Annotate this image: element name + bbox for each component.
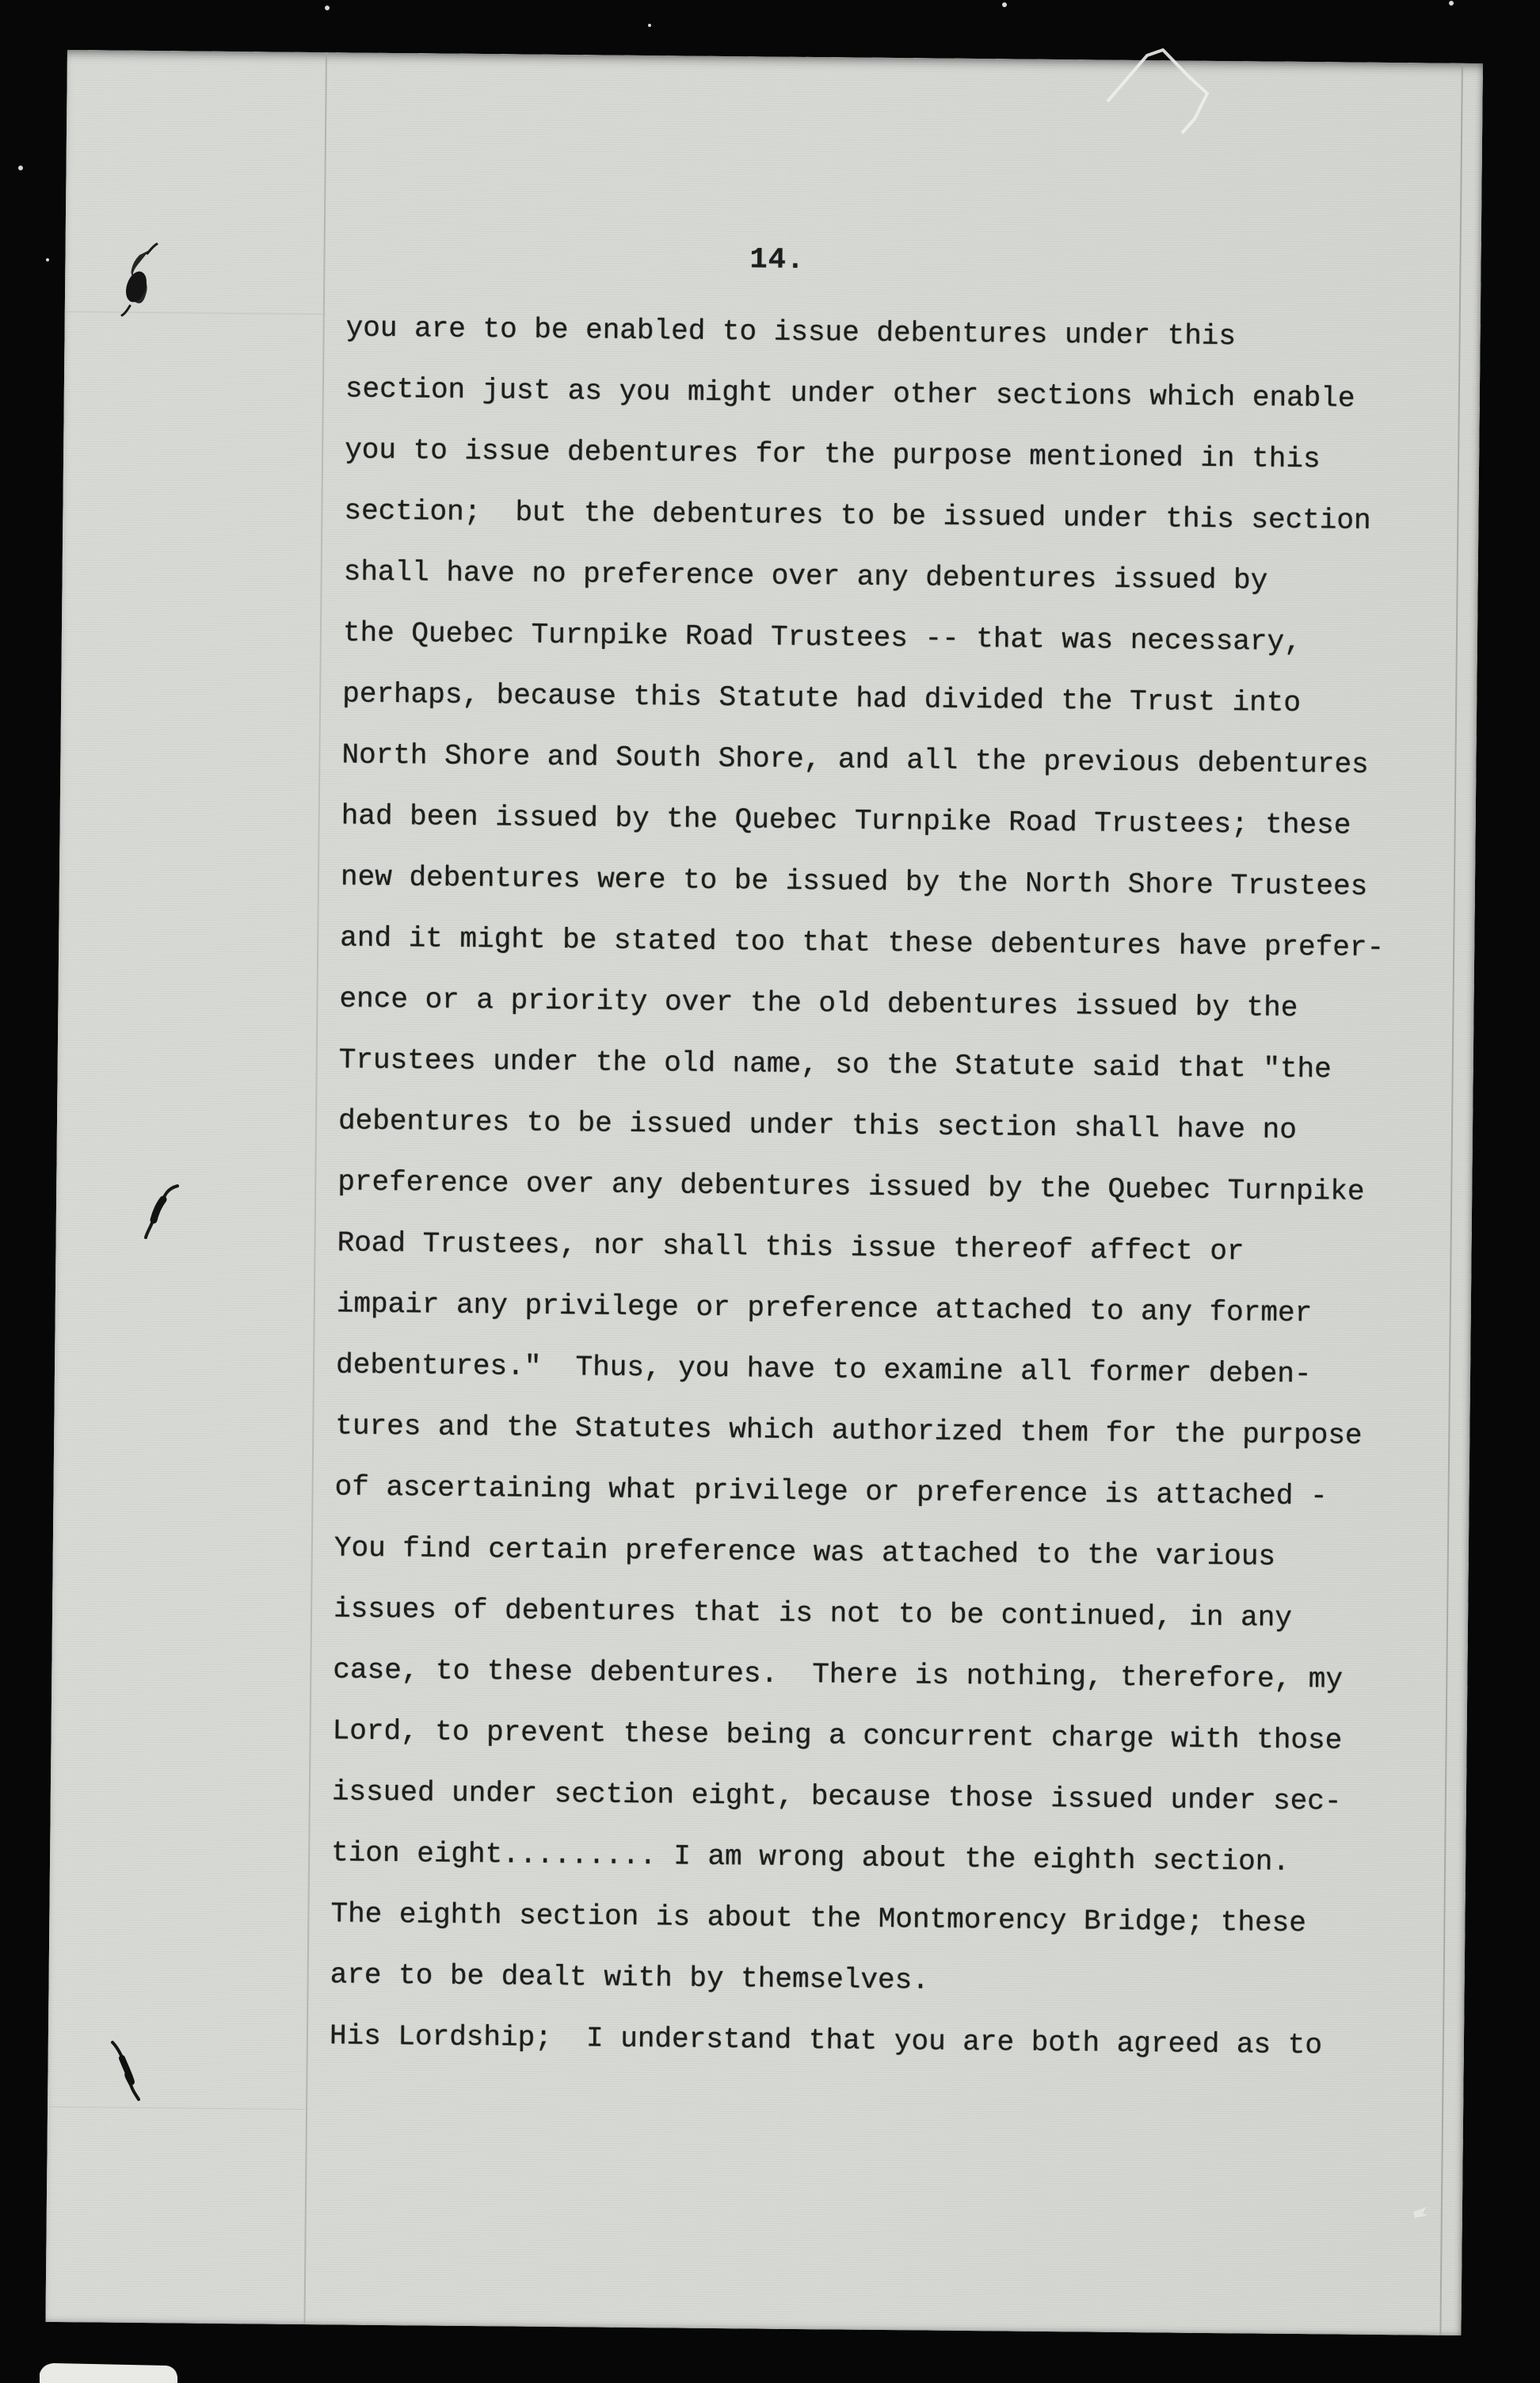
text-line: Lord, to prevent these being a concurrent charge with those	[332, 1714, 1343, 1757]
text-line: had been issued by the Quebec Turnpike Road Trustees; these	[341, 799, 1351, 842]
faint-scan-rule	[48, 2107, 309, 2110]
text-line: section; but the debentures to be issued under this section	[344, 494, 1371, 537]
text-line: tion eight......... I am wrong about the eighth section.	[330, 1836, 1290, 1878]
text-line: case, to these debentures. There is nothing, therefore, my	[333, 1653, 1344, 1696]
text-line: section just as you might under other sections which enable	[345, 372, 1355, 415]
text-line: of ascertaining what privilege or preference is attached -	[334, 1470, 1328, 1513]
text-line: Trustees under the old name, so the Statute said that "the	[338, 1043, 1332, 1086]
text-line: debentures to be issued under this section shall have no	[337, 1104, 1297, 1146]
text-line: you to issue debentures for the purpose mentioned in this	[344, 433, 1321, 476]
text-line: You find certain preference was attached to the various	[334, 1531, 1276, 1573]
text-line: you are to be enabled to issue debentures under this	[345, 311, 1237, 353]
page-text	[330, 297, 1433, 2076]
paper-crease-line	[303, 52, 327, 2324]
text-line: ence or a priority over the old debentures issued by the	[339, 982, 1298, 1024]
paper-edge-line	[1439, 63, 1463, 2335]
text-line: His Lordship; I understand that you are both agreed as to	[329, 2019, 1323, 2062]
text-line: the Quebec Turnpike Road Trustees -- that was necessary,	[342, 616, 1302, 658]
document-page	[45, 50, 1482, 2335]
text-line: and it might be stated too that these debentures have prefer-	[340, 921, 1385, 965]
page-number: 14.	[749, 243, 806, 277]
text-line: impair any privilege or preference attached to any former	[336, 1287, 1313, 1330]
text-line: new debentures were to be issued by the North Shore Trustees	[340, 860, 1368, 903]
text-line: debentures." Thus, you have to examine all former deben-	[335, 1348, 1312, 1391]
text-line: issued under section eight, because those issued under sec-	[331, 1775, 1342, 1818]
text-line: North Shore and South Shore, and all the previous debentures	[341, 738, 1369, 781]
text-line: perhaps, because this Statute had divided the Trust into	[342, 677, 1302, 719]
text-line: preference over any debentures issued by the Quebec Turnpike	[337, 1165, 1365, 1208]
faint-scan-rule	[65, 311, 326, 315]
text-line: shall have no preference over any debentures issued by	[343, 555, 1268, 597]
text-line: The eighth section is about the Montmorency Bridge; these	[330, 1897, 1306, 1940]
text-line: are to be dealt with by themselves.	[330, 1958, 929, 1997]
text-line: issues of debentures that is not to be continued, in any	[333, 1592, 1293, 1634]
text-line: tures and the Statutes which authorized them for the purpose	[335, 1409, 1363, 1452]
text-line: Road Trustees, nor shall this issue thereof affect or	[337, 1226, 1245, 1268]
